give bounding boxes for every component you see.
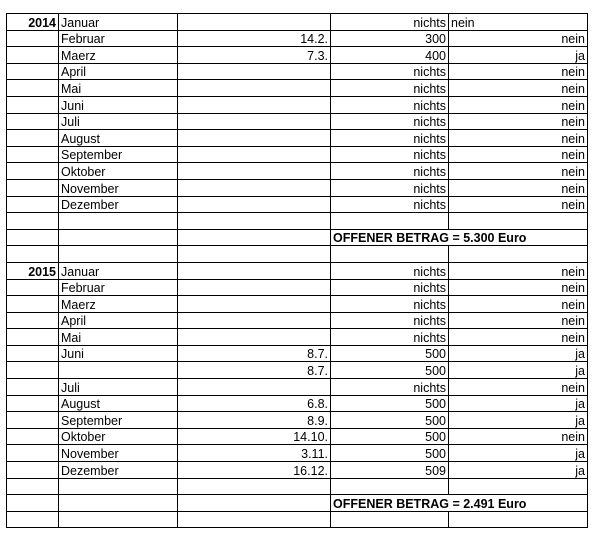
table-row — [7, 130, 588, 147]
table-row — [7, 229, 588, 246]
table-row — [7, 179, 588, 196]
month-cell: November — [59, 445, 178, 462]
amount-cell: nichts — [331, 179, 449, 196]
month-cell: Dezember — [59, 462, 178, 479]
table-row — [7, 412, 588, 429]
date-cell: 6.8. — [178, 395, 331, 412]
table-row — [7, 14, 588, 31]
year-cell — [7, 130, 59, 147]
status-cell: nein — [449, 130, 588, 147]
status-cell: nein — [449, 312, 588, 329]
year-cell — [7, 163, 59, 180]
status-cell — [449, 246, 588, 263]
month-cell: Dezember — [59, 196, 178, 213]
year-cell — [7, 146, 59, 163]
table-row — [7, 428, 588, 445]
table-row — [7, 379, 588, 396]
year-cell — [7, 63, 59, 80]
month-cell: November — [59, 179, 178, 196]
year-cell — [7, 495, 59, 512]
amount-cell — [331, 511, 449, 528]
month-cell — [59, 478, 178, 495]
year-cell — [7, 30, 59, 47]
month-cell: Februar — [59, 30, 178, 47]
month-cell — [59, 362, 178, 379]
year-cell: 2014 — [7, 14, 59, 31]
status-cell: nein — [449, 296, 588, 313]
open-amount-total: OFFENER BETRAG = 2.491 Euro — [331, 495, 588, 512]
date-cell — [178, 113, 331, 130]
table-row — [7, 30, 588, 47]
status-cell: nein — [449, 179, 588, 196]
amount-cell: nichts — [331, 379, 449, 396]
table-row — [7, 296, 588, 313]
date-cell: 14.10. — [178, 428, 331, 445]
month-cell: April — [59, 63, 178, 80]
status-cell: nein — [449, 14, 588, 31]
date-cell: 14.2. — [178, 30, 331, 47]
amount-cell: nichts — [331, 146, 449, 163]
month-cell: Maerz — [59, 47, 178, 64]
table-row — [7, 63, 588, 80]
status-cell — [449, 511, 588, 528]
table-row — [7, 329, 588, 346]
amount-cell: nichts — [331, 80, 449, 97]
date-cell — [178, 63, 331, 80]
year-cell — [7, 478, 59, 495]
date-cell — [178, 262, 331, 279]
month-cell: Juli — [59, 113, 178, 130]
year-cell: 2015 — [7, 262, 59, 279]
status-cell: nein — [449, 80, 588, 97]
month-cell: August — [59, 395, 178, 412]
table-row — [7, 511, 588, 528]
date-cell — [178, 312, 331, 329]
table-row — [7, 47, 588, 64]
amount-cell: nichts — [331, 262, 449, 279]
date-cell — [178, 146, 331, 163]
year-cell — [7, 296, 59, 313]
month-cell: Januar — [59, 14, 178, 31]
amount-cell: 500 — [331, 445, 449, 462]
year-cell — [7, 312, 59, 329]
date-cell — [178, 495, 331, 512]
date-cell — [178, 246, 331, 263]
date-cell — [178, 379, 331, 396]
table-row — [7, 445, 588, 462]
year-cell — [7, 246, 59, 263]
month-cell: Januar — [59, 262, 178, 279]
date-cell — [178, 163, 331, 180]
year-cell — [7, 213, 59, 230]
table-row — [7, 113, 588, 130]
table-row — [7, 395, 588, 412]
date-cell — [178, 229, 331, 246]
year-cell — [7, 445, 59, 462]
table-row — [7, 96, 588, 113]
year-cell — [7, 279, 59, 296]
status-cell: nein — [449, 329, 588, 346]
status-cell — [449, 213, 588, 230]
status-cell: nein — [449, 146, 588, 163]
month-cell — [59, 495, 178, 512]
year-cell — [7, 329, 59, 346]
date-cell — [178, 14, 331, 31]
table-row — [7, 146, 588, 163]
month-cell: Oktober — [59, 428, 178, 445]
amount-cell: 300 — [331, 30, 449, 47]
status-cell: ja — [449, 445, 588, 462]
year-cell — [7, 179, 59, 196]
amount-cell: nichts — [331, 329, 449, 346]
year-cell — [7, 47, 59, 64]
month-cell: April — [59, 312, 178, 329]
amount-cell: nichts — [331, 296, 449, 313]
status-cell: nein — [449, 428, 588, 445]
year-cell — [7, 80, 59, 97]
date-cell: 8.7. — [178, 362, 331, 379]
month-cell: Mai — [59, 329, 178, 346]
amount-cell: nichts — [331, 130, 449, 147]
year-cell — [7, 345, 59, 362]
status-cell: nein — [449, 262, 588, 279]
status-cell: nein — [449, 196, 588, 213]
month-cell: Maerz — [59, 296, 178, 313]
amount-cell: 500 — [331, 412, 449, 429]
date-cell — [178, 179, 331, 196]
payment-table-body — [7, 14, 588, 528]
date-cell — [178, 279, 331, 296]
table-row — [7, 495, 588, 512]
amount-cell: 500 — [331, 345, 449, 362]
table-row — [7, 213, 588, 230]
year-cell — [7, 462, 59, 479]
year-cell — [7, 395, 59, 412]
date-cell — [178, 329, 331, 346]
status-cell: nein — [449, 163, 588, 180]
year-cell — [7, 229, 59, 246]
status-cell: nein — [449, 96, 588, 113]
month-cell: Juni — [59, 345, 178, 362]
status-cell — [449, 478, 588, 495]
year-cell — [7, 196, 59, 213]
amount-cell: 500 — [331, 428, 449, 445]
table-row — [7, 246, 588, 263]
status-cell: ja — [449, 362, 588, 379]
date-cell — [178, 130, 331, 147]
year-cell — [7, 96, 59, 113]
status-cell: ja — [449, 47, 588, 64]
amount-cell: 400 — [331, 47, 449, 64]
year-cell — [7, 412, 59, 429]
table-row — [7, 462, 588, 479]
date-cell: 3.11. — [178, 445, 331, 462]
amount-cell: nichts — [331, 113, 449, 130]
status-cell: ja — [449, 345, 588, 362]
year-cell — [7, 113, 59, 130]
amount-cell: nichts — [331, 14, 449, 31]
amount-cell: nichts — [331, 279, 449, 296]
month-cell: August — [59, 130, 178, 147]
month-cell — [59, 511, 178, 528]
month-cell: September — [59, 146, 178, 163]
amount-cell: nichts — [331, 63, 449, 80]
table-row — [7, 80, 588, 97]
table-row — [7, 163, 588, 180]
month-cell: September — [59, 412, 178, 429]
amount-cell: 500 — [331, 362, 449, 379]
amount-cell: 509 — [331, 462, 449, 479]
month-cell: Juni — [59, 96, 178, 113]
date-cell — [178, 80, 331, 97]
status-cell: nein — [449, 113, 588, 130]
year-cell — [7, 428, 59, 445]
amount-cell — [331, 213, 449, 230]
amount-cell — [331, 246, 449, 263]
status-cell: nein — [449, 379, 588, 396]
month-cell — [59, 213, 178, 230]
date-cell: 7.3. — [178, 47, 331, 64]
month-cell: Juli — [59, 379, 178, 396]
amount-cell: nichts — [331, 196, 449, 213]
month-cell: Mai — [59, 80, 178, 97]
amount-cell: nichts — [331, 96, 449, 113]
month-cell: Februar — [59, 279, 178, 296]
table-row — [7, 262, 588, 279]
date-cell: 16.12. — [178, 462, 331, 479]
year-cell — [7, 511, 59, 528]
status-cell: nein — [449, 30, 588, 47]
status-cell: ja — [449, 462, 588, 479]
amount-cell: 500 — [331, 395, 449, 412]
table-row — [7, 196, 588, 213]
table-row — [7, 478, 588, 495]
status-cell: ja — [449, 395, 588, 412]
date-cell: 8.7. — [178, 345, 331, 362]
date-cell — [178, 96, 331, 113]
month-cell: Oktober — [59, 163, 178, 180]
status-cell: ja — [449, 412, 588, 429]
status-cell: nein — [449, 279, 588, 296]
year-cell — [7, 379, 59, 396]
table-row — [7, 279, 588, 296]
date-cell — [178, 196, 331, 213]
month-cell — [59, 229, 178, 246]
year-cell — [7, 362, 59, 379]
amount-cell: nichts — [331, 312, 449, 329]
table-row — [7, 362, 588, 379]
month-cell — [59, 246, 178, 263]
date-cell — [178, 511, 331, 528]
amount-cell — [331, 478, 449, 495]
table-row — [7, 312, 588, 329]
payment-table — [6, 13, 588, 528]
date-cell — [178, 478, 331, 495]
amount-cell: nichts — [331, 163, 449, 180]
table-row — [7, 345, 588, 362]
status-cell: nein — [449, 63, 588, 80]
date-cell — [178, 296, 331, 313]
date-cell: 8.9. — [178, 412, 331, 429]
open-amount-total: OFFENER BETRAG = 5.300 Euro — [331, 229, 588, 246]
date-cell — [178, 213, 331, 230]
